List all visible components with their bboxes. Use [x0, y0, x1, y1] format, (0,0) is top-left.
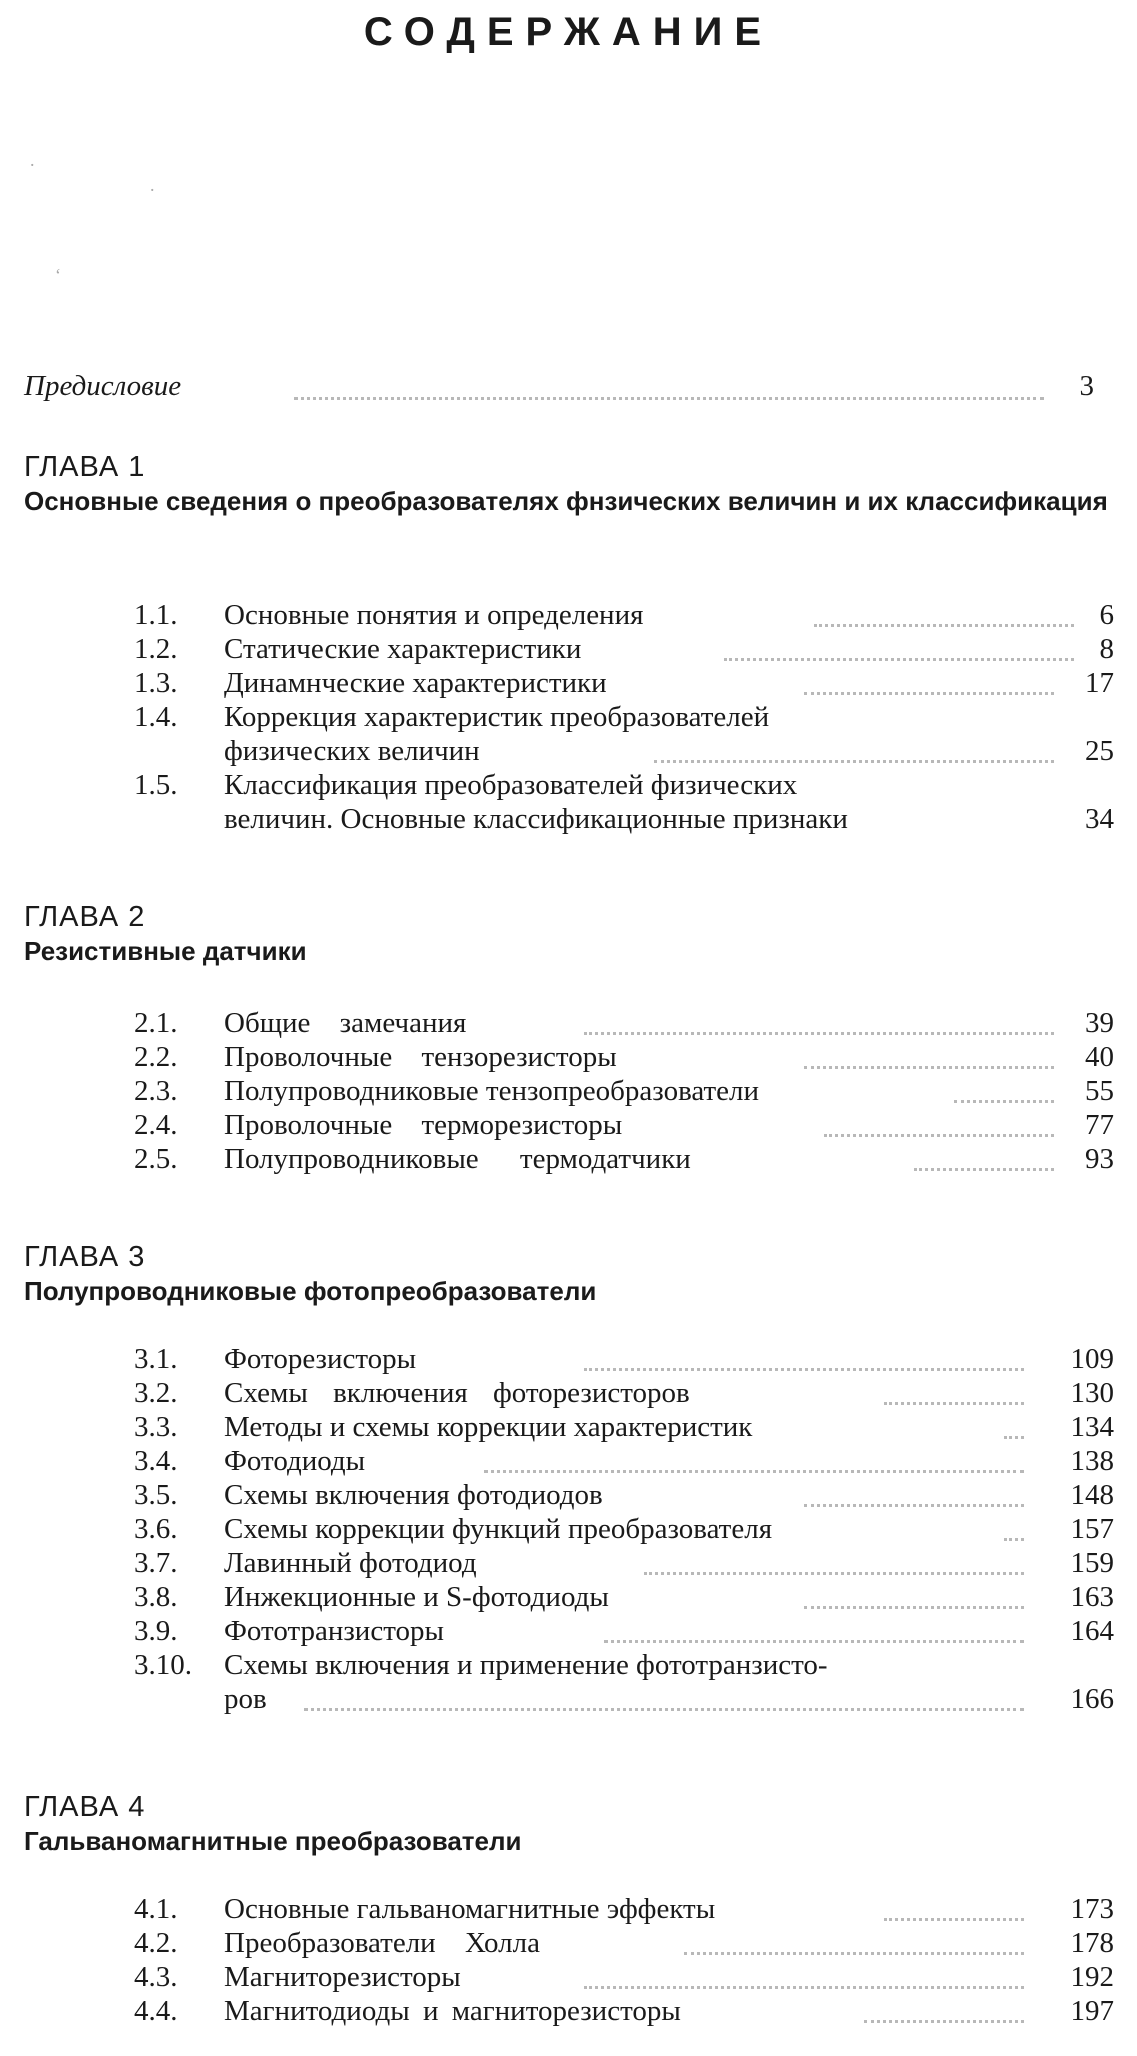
entry-page: 55 [1085, 1075, 1114, 1107]
preface-page: 3 [1079, 370, 1094, 402]
chapter-3-entries [24, 1342, 1114, 1716]
toc-entry [24, 1546, 1114, 1580]
dot-leader [1004, 1538, 1024, 1541]
entry-number: 4.4. [134, 1995, 178, 2027]
entry-page: 25 [1085, 735, 1114, 767]
toc-entry [24, 1444, 1114, 1478]
entry-number: 1.1. [134, 599, 178, 631]
entry-title-continued: величин. Основные классификационные признаки [224, 803, 848, 835]
dot-leader [584, 1986, 1024, 1989]
entry-title: Фоторезисторы [224, 1343, 417, 1375]
chapter-title: Полупроводниковые фотопреобразователи [24, 1276, 597, 1306]
chapter-label: ГЛАВА 1 [24, 451, 146, 483]
entry-number: 1.5. [134, 769, 178, 801]
entry-page: 8 [1099, 633, 1114, 665]
preface-entry [24, 370, 1094, 408]
entry-title: Общие замечания [224, 1007, 467, 1039]
entry-number: 3.2. [134, 1377, 178, 1409]
chapter-4 [24, 1790, 1114, 2027]
chapter-4-entries [24, 1892, 1114, 2028]
entry-title: Инжекционные и S-фотодиоды [224, 1581, 609, 1613]
entry-number: 2.1. [134, 1007, 178, 1039]
dot-leader [804, 1504, 1024, 1507]
entry-number: 1.4. [134, 701, 178, 733]
entry-number: 3.5. [134, 1479, 178, 1511]
entry-title: Преобразователи Холла [224, 1927, 540, 1959]
toc-entry [24, 700, 1114, 768]
entry-page: 34 [1085, 803, 1114, 835]
entry-page: 163 [1070, 1581, 1114, 1613]
entry-page: 157 [1070, 1513, 1114, 1545]
toc-entry [24, 1614, 1114, 1648]
entry-page: 17 [1085, 667, 1114, 699]
dot-leader [724, 658, 1074, 661]
chapter-label: ГЛАВА 3 [24, 1241, 146, 1273]
entry-page: 130 [1070, 1377, 1114, 1409]
dot-leader [584, 1032, 1054, 1035]
entry-page: 39 [1085, 1007, 1114, 1039]
entry-title: Статические характеристики [224, 633, 582, 665]
toc-entry [24, 768, 1114, 836]
entry-page: 109 [1070, 1343, 1114, 1375]
dot-leader [304, 1708, 1024, 1711]
toc-entry [24, 1648, 1114, 1716]
entry-title: Проволочные терморезисторы [224, 1109, 623, 1141]
entry-title: Коррекция характеристик преобразователей [224, 701, 770, 733]
dot-leader [804, 692, 1054, 695]
dot-leader [294, 397, 1044, 400]
toc-entry [24, 1512, 1114, 1546]
entry-number: 3.4. [134, 1445, 178, 1477]
entry-number: 3.6. [134, 1513, 178, 1545]
toc-entry [24, 1892, 1114, 1926]
entry-page: 166 [1070, 1683, 1114, 1715]
dot-leader [864, 2020, 1024, 2023]
entry-number: 4.1. [134, 1893, 178, 1925]
chapter-1 [24, 450, 1114, 835]
entry-page: 159 [1070, 1547, 1114, 1579]
chapter-title: Основные сведения о преобразователях фнзических величин и их классификация [24, 486, 1108, 516]
entry-title: Методы и схемы коррекции характеристик [224, 1411, 753, 1443]
toc-entry [24, 1478, 1114, 1512]
toc-entry [24, 1376, 1114, 1410]
entry-title: Фотодиоды [224, 1445, 366, 1477]
entry-number: 3.10. [134, 1649, 192, 1681]
chapter-title: Резистивные датчики [24, 936, 307, 966]
dot-leader [914, 1168, 1054, 1171]
entry-number: 3.9. [134, 1615, 178, 1647]
toc-entry [24, 1410, 1114, 1444]
entry-title-continued: физических величин [224, 735, 480, 767]
entry-page: 138 [1070, 1445, 1114, 1477]
toc-entry [24, 632, 1114, 666]
toc-entry [24, 1040, 1114, 1074]
entry-page: 148 [1070, 1479, 1114, 1511]
entry-title: Лавинный фотодиод [224, 1547, 477, 1579]
entry-title: Динамнческие характеристики [224, 667, 607, 699]
entry-title: Схемы включения фоторезисторов [224, 1377, 690, 1409]
entry-title-continued: ров [224, 1683, 267, 1715]
dot-leader [804, 1066, 1054, 1069]
entry-number: 3.3. [134, 1411, 178, 1443]
toc-entry [24, 1994, 1114, 2028]
entry-page: 197 [1070, 1995, 1114, 2027]
entry-page: 178 [1070, 1927, 1114, 1959]
dot-leader [604, 1640, 1024, 1643]
toc-entry [24, 1960, 1114, 1994]
dot-leader [584, 1368, 1024, 1371]
entry-number: 2.3. [134, 1075, 178, 1107]
entry-number: 1.2. [134, 633, 178, 665]
chapter-label: ГЛАВА 4 [24, 1791, 146, 1823]
entry-title: Фототранзисторы [224, 1615, 444, 1647]
chapter-2 [24, 900, 1114, 1175]
toc-entry [24, 666, 1114, 700]
entry-title: Полупроводниковые термодатчики [224, 1143, 691, 1175]
toc-entry [24, 1006, 1114, 1040]
entry-title: Схемы включения и применение фототранзисто- [224, 1649, 828, 1681]
page-title: СОДЕРЖАНИЕ [363, 10, 774, 54]
toc-entry [24, 598, 1114, 632]
entry-number: 4.2. [134, 1927, 178, 1959]
dot-leader [654, 760, 1054, 763]
entry-title: Схемы коррекции функций преобразователя [224, 1513, 773, 1545]
toc-entry [24, 1926, 1114, 1960]
entry-page: 40 [1085, 1041, 1114, 1073]
dot-leader [484, 1470, 1024, 1473]
entry-number: 3.1. [134, 1343, 178, 1375]
toc-entry [24, 1108, 1114, 1142]
entry-page: 6 [1099, 599, 1114, 631]
dot-leader [884, 1402, 1024, 1405]
scan-speck: . [30, 150, 35, 170]
chapter-label: ГЛАВА 2 [24, 901, 146, 933]
entry-title: Классификация преобразователей физических [224, 769, 798, 801]
entry-title: Полупроводниковые тензопреобразователи [224, 1075, 760, 1107]
entry-number: 3.8. [134, 1581, 178, 1613]
entry-number: 2.2. [134, 1041, 178, 1073]
chapter-3 [24, 1240, 1114, 1715]
scan-speck: . [150, 175, 155, 195]
chapter-2-entries [24, 1006, 1114, 1176]
dot-leader [644, 1572, 1024, 1575]
entry-title: Магнитодиоды и магниторезисторы [224, 1995, 681, 2027]
entry-page: 173 [1070, 1893, 1114, 1925]
dot-leader [884, 1918, 1024, 1921]
preface-label: Предисловие [24, 370, 182, 402]
entry-title: Схемы включения фотодиодов [224, 1479, 603, 1511]
entry-title: Проволочные тензорезисторы [224, 1041, 617, 1073]
dot-leader [1004, 1436, 1024, 1439]
entry-page: 164 [1070, 1615, 1114, 1647]
toc-entry [24, 1142, 1114, 1176]
entry-title: Основные гальваномагнитные эффекты [224, 1893, 716, 1925]
entry-page: 134 [1070, 1411, 1114, 1443]
entry-title: Основные понятия и определения [224, 599, 644, 631]
entry-number: 2.4. [134, 1109, 178, 1141]
dot-leader [804, 1606, 1024, 1609]
entry-number: 4.3. [134, 1961, 178, 1993]
entry-page: 93 [1085, 1143, 1114, 1175]
chapter-title: Гальваномагнитные преобразователи [24, 1826, 522, 1856]
toc-entry [24, 1342, 1114, 1376]
chapter-1-entries [24, 598, 1114, 836]
entry-page: 192 [1070, 1961, 1114, 1993]
dot-leader [824, 1134, 1054, 1137]
entry-number: 1.3. [134, 667, 178, 699]
entry-page: 77 [1085, 1109, 1114, 1141]
toc-entry [24, 1074, 1114, 1108]
entry-number: 3.7. [134, 1547, 178, 1579]
dot-leader [684, 1952, 1024, 1955]
toc-entry [24, 1580, 1114, 1614]
entry-title: Магниторезисторы [224, 1961, 461, 1993]
entry-number: 2.5. [134, 1143, 178, 1175]
scan-speck: ‘ [55, 265, 61, 285]
